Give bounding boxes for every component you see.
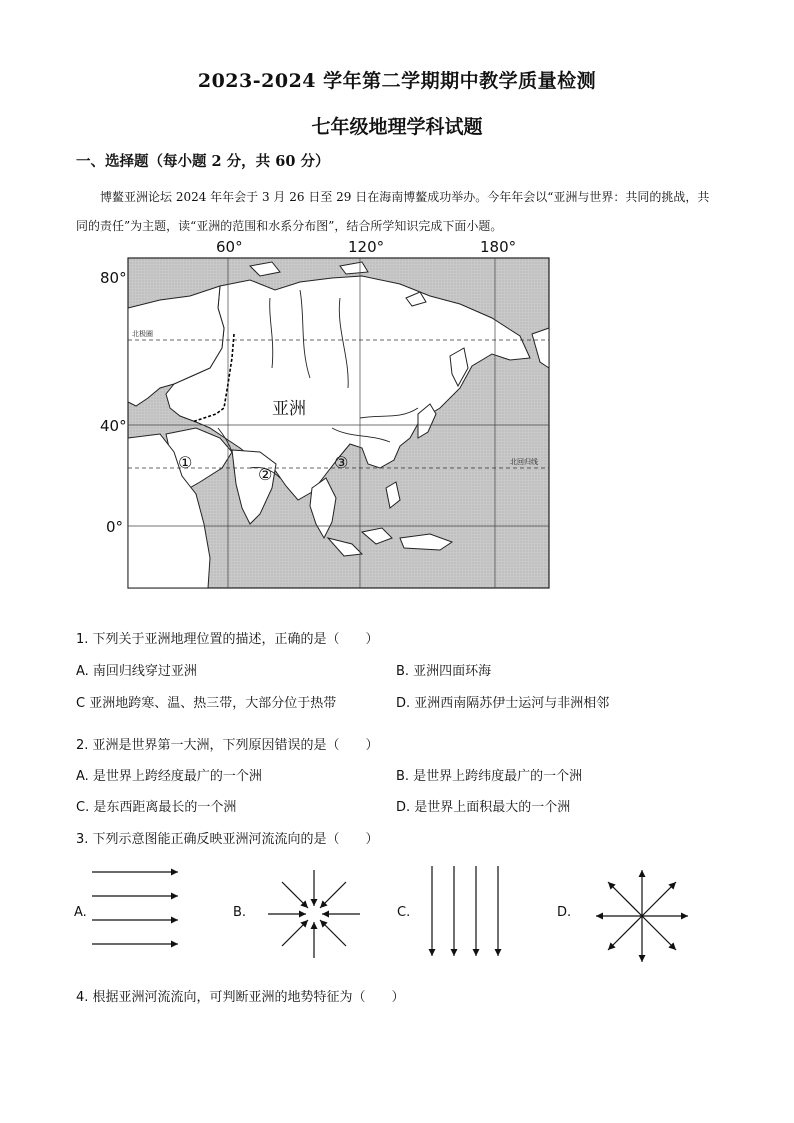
lon-label-180: 180°: [480, 238, 517, 256]
section-heading: 一、选择题（每小题 2 分，共 60 分）: [76, 153, 330, 170]
question-3-option-d-label[interactable]: D.: [557, 905, 572, 920]
diverging-arrows-diagram[interactable]: [592, 866, 692, 966]
marker-1: ①: [178, 453, 193, 472]
question-2-option-c[interactable]: C. 是东西距离最长的一个洲: [76, 800, 237, 815]
converging-arrows-diagram[interactable]: [266, 866, 362, 962]
lat-label-40: 40°: [100, 417, 127, 435]
lat-label-0: 0°: [106, 518, 124, 536]
question-1-stem: 1. 下列关于亚洲地理位置的描述，正确的是（ ）: [76, 632, 379, 647]
asia-map: [100, 238, 560, 596]
question-1-option-d[interactable]: D. 亚洲西南隔苏伊士运河与非洲相邻: [396, 696, 610, 711]
parallel-arrows-right-diagram[interactable]: [90, 862, 186, 958]
question-1-option-a[interactable]: A. 南回归线穿过亚洲: [76, 664, 197, 679]
parallel-arrows-down-diagram[interactable]: [424, 864, 508, 962]
question-2-option-a[interactable]: A. 是世界上跨经度最广的一个洲: [76, 769, 262, 784]
lon-label-120: 120°: [348, 238, 385, 256]
arctic-circle-label: 北极圈: [132, 330, 153, 338]
lat-label-80: 80°: [100, 269, 127, 287]
question-1-option-b[interactable]: B. 亚洲四面环海: [396, 664, 492, 679]
intro-paragraph: 博鳌亚洲论坛 2024 年年会于 3 月 26 日至 29 日在海南博鳌成功举办。今年年会以“亚洲与世界：共同的挑战，共同的责任”为主题，读“亚洲的范围和水系分布图”，结合所学知识完成下面小题。: [76, 190, 710, 233]
question-4-stem: 4. 根据亚洲河流流向，可判断亚洲的地势特征为（ ）: [76, 990, 405, 1005]
question-2-option-b[interactable]: B. 是世界上跨纬度最广的一个洲: [396, 769, 583, 784]
question-2-option-d[interactable]: D. 是世界上面积最大的一个洲: [396, 800, 571, 815]
exam-title: 2023-2024 学年第二学期期中教学质量检测: [197, 70, 597, 92]
question-3-stem: 3. 下列示意图能正确反映亚洲河流流向的是（ ）: [76, 832, 379, 847]
marker-2: ②: [258, 465, 273, 484]
tropic-cancer-label: 北回归线: [510, 458, 538, 466]
question-3-option-b-label[interactable]: B.: [233, 905, 247, 920]
question-3-option-c-label[interactable]: C.: [397, 905, 411, 920]
continent-label: 亚洲: [272, 399, 306, 419]
question-2-stem: 2. 亚洲是世界第一大洲，下列原因错误的是（ ）: [76, 738, 379, 753]
question-3-option-a-label[interactable]: A.: [74, 905, 87, 920]
marker-3: ③: [334, 453, 349, 472]
exam-subtitle: 七年级地理学科试题: [311, 116, 483, 138]
lon-label-60: 60°: [216, 238, 243, 256]
question-1-option-c[interactable]: C 亚洲地跨寒、温、热三带，大部分位于热带: [76, 696, 337, 711]
